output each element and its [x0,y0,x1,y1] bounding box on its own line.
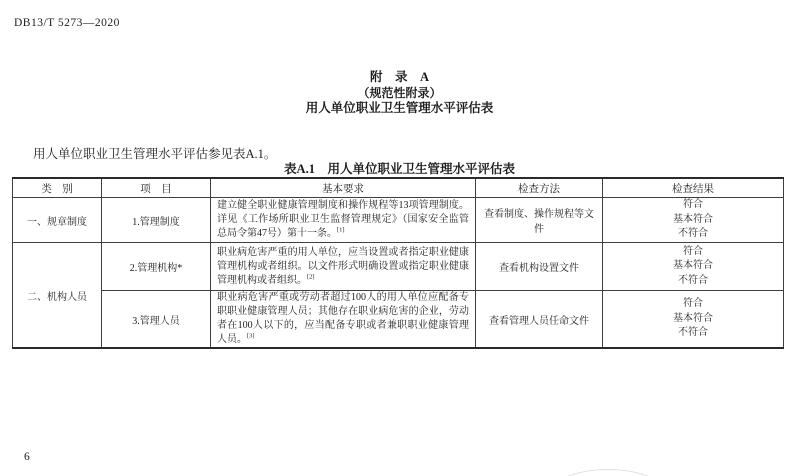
category-cell: 一、规章制度 [13,198,102,243]
appendix-subtitle: （规范性附录） [357,85,442,100]
method-cell: 查看管理人员任命文件 [476,291,603,349]
result-option: 基本符合 [673,260,713,272]
result-option: 不符合 [678,327,708,339]
result-option: 不符合 [678,228,708,240]
category-cell: 二、机构人员 [13,243,102,349]
item-cell: 3.管理人员 [102,291,211,349]
requirement-cell [211,291,476,349]
result-option: 符合 [683,199,703,211]
result-cell [603,243,784,291]
footnote-marker: [3] [247,332,255,340]
column-header-category: 类 别 [13,178,102,198]
result-cell [603,198,784,243]
result-option: 符合 [683,245,703,257]
result-option: 基本符合 [673,213,713,225]
scan-artifact [552,469,664,476]
table-header-row [13,178,784,198]
appendix-title-block [0,70,799,117]
requirement-text: 职业病危害严重或劳动者超过100人的用人单位应配备专职职业健康管理人员；其他存在职业病危害的企业，劳动者在100人以下的，应当配备专职或者兼职职业健康管理人员。 [217,292,469,345]
column-header-item: 项 目 [102,178,211,198]
document-code: DB13/T 5273—2020 [14,17,120,29]
result-option: 符合 [683,298,703,310]
result-cell [603,291,784,349]
evaluation-table [12,177,784,349]
method-cell: 查看机构设置文件 [476,243,603,291]
requirement-cell [211,243,476,291]
table-caption: 表A.1 用人单位职业卫生管理水平评估表 [284,162,515,176]
column-header-result: 检查结果 [603,178,784,198]
footnote-marker: [2] [307,273,315,281]
item-cell: 2.管理机构* [102,243,211,291]
intro-text: 用人单位职业卫生管理水平评估参见表A.1。 [33,147,277,161]
requirement-cell [211,198,476,243]
item-cell: 1.管理制度 [102,198,211,243]
footnote-marker: [1] [337,226,345,234]
table-row [13,198,784,243]
method-cell: 查看制度、操作规程等文件 [476,198,603,243]
result-option: 基本符合 [673,312,713,324]
requirement-text: 职业病危害严重的用人单位，应当设置或者指定职业健康管理机构或者组织。以文件形式明确设置或指定职业健康管理机构或者组织。 [217,246,469,286]
appendix-title: 附 录 A [369,70,430,84]
appendix-heading: 用人单位职业卫生管理水平评估表 [305,101,494,115]
table-row [13,291,784,349]
column-header-requirement: 基本要求 [211,178,476,198]
result-option: 不符合 [678,274,708,286]
requirement-text: 建立健全职业健康管理制度和操作规程等13项管理制度。详见《工作场所职业卫生监督管理规定》（国家安全监管总局令第47号）第十一条。 [217,200,469,239]
page-number: 6 [24,451,30,463]
table-row [13,243,784,291]
column-header-method: 检查方法 [476,178,603,198]
